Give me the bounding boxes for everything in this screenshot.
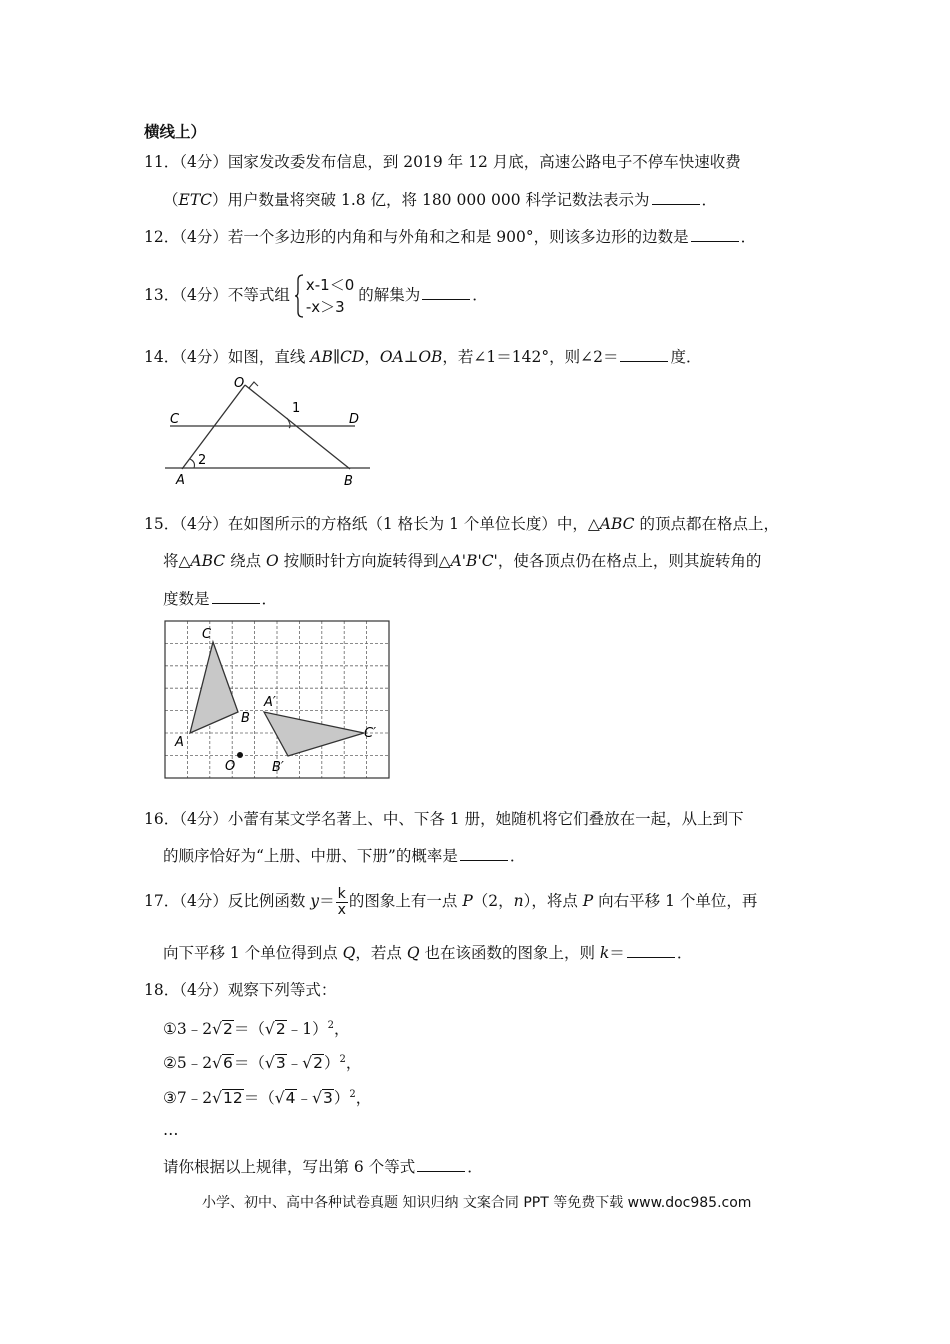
eq2-close: ）: [323, 1054, 340, 1073]
q16-text2: 的顺序恰好为“上册、中册、下册”的概率是: [163, 847, 458, 865]
brace-icon: [294, 274, 304, 318]
eq1-close: ）: [312, 1020, 328, 1039]
question-17-line2: [163, 943, 692, 963]
q15-abc: ABC: [599, 515, 635, 533]
q18-score: （4分）: [179, 981, 228, 999]
q17-score: （4分）: [179, 892, 228, 910]
eq2-lhs: 5﹣2: [176, 1054, 213, 1073]
section-header: 横线上）: [144, 123, 207, 141]
q15-abc-prime: A'B'C': [450, 552, 498, 570]
q15-end: ．: [261, 590, 278, 608]
eq2-mid: ＝（: [233, 1054, 265, 1073]
equation-3: [163, 1085, 371, 1108]
q18-intro: 观察下列等式：: [227, 981, 337, 999]
eq1-minus: ﹣1: [286, 1020, 313, 1039]
q12-answer-blank[interactable]: [691, 227, 739, 242]
q15-text6: ，使各顶点仍在格点上，则其旋转角的: [497, 552, 762, 570]
eq1-lhs: 3﹣2: [176, 1020, 213, 1039]
eq3-radicand2: 4: [285, 1089, 296, 1108]
eq2-radicand3: 2: [313, 1054, 323, 1073]
eq3-lhs: 7﹣2: [176, 1089, 213, 1108]
label-a-grid: A: [175, 735, 184, 750]
q15-o: O: [266, 552, 279, 570]
triangle-abc-prime: [264, 712, 364, 756]
q14-answer-blank[interactable]: [620, 347, 668, 362]
q17-text4: 向下平移 1 个单位得到点: [163, 944, 343, 962]
label-o: O: [234, 376, 245, 391]
q15-score: （4分）: [179, 515, 228, 533]
eq1-mid: ＝（: [233, 1020, 265, 1039]
q15-text5: 按顺时针方向旋转得到△: [278, 552, 451, 570]
q17-text: 反比例函数: [227, 892, 311, 910]
q17-y: y: [310, 892, 320, 910]
q14-comma: ，: [364, 348, 380, 366]
q13-text2: 的解集为: [358, 286, 421, 304]
label-d: D: [349, 412, 360, 427]
sqrt-icon: √: [212, 1020, 223, 1039]
eq1-sup: 2: [327, 1020, 334, 1031]
label-c: C: [170, 412, 180, 427]
question-15-line1: [144, 514, 779, 534]
q14-number: 14．: [144, 348, 180, 366]
q18-end: ．: [467, 1158, 483, 1176]
question-17-line1: [144, 883, 757, 919]
q11-text: 国家发改委发布信息，到 2019 年 12 月底，高速公路电子不停车快速收费: [227, 153, 741, 171]
q13-end: ．: [472, 286, 488, 304]
right-angle-icon: [249, 382, 258, 388]
eq2-mark: ②: [163, 1054, 177, 1073]
q18-number: 18．: [144, 981, 180, 999]
sqrt-icon: √: [212, 1089, 223, 1108]
q15-text3: 将△: [163, 552, 191, 570]
q16-score: （4分）: [179, 810, 228, 828]
eq1-mark: ①: [163, 1020, 177, 1039]
label-c-prime: C′: [364, 726, 377, 741]
q16-answer-blank[interactable]: [460, 846, 508, 861]
question-12: [144, 227, 756, 247]
sqrt-icon: √: [212, 1054, 223, 1073]
eq3-end: ，: [355, 1089, 372, 1108]
eq2-minus: ﹣: [286, 1054, 303, 1073]
q16-end: ．: [509, 847, 526, 865]
eq2-radicand2: 3: [275, 1054, 286, 1073]
q17-text5: ，若点: [355, 944, 407, 962]
inequality-2: -x＞3: [305, 298, 345, 316]
q17-q2: Q: [406, 944, 420, 962]
question-18-ask: [163, 1157, 483, 1177]
q17-eq2: ＝: [609, 944, 625, 962]
footer-text: 小学、初中、高中各种试卷真题 知识归纳 文案合同 PPT 等免费下载 www.doc985.com: [202, 1195, 752, 1211]
eq2-radicand: 6: [223, 1054, 233, 1073]
q15-number: 15．: [144, 515, 180, 533]
question-13: [144, 273, 488, 318]
q11-etc: ETC: [178, 191, 213, 209]
q16-number: 16．: [144, 810, 180, 828]
sqrt-icon: √: [274, 1089, 285, 1108]
eq3-radicand3: 3: [322, 1089, 333, 1108]
sqrt-icon: √: [264, 1020, 275, 1039]
q17-k: k: [599, 944, 610, 962]
eq3-mid: ＝（: [243, 1089, 275, 1108]
label-b-prime: B′: [272, 760, 284, 775]
q11-score: （4分）: [179, 153, 228, 171]
q14-figure: [160, 372, 380, 492]
q17-text2: 的图象上有一点: [348, 892, 463, 910]
q12-text: 若一个多边形的内角和与外角和之和是 900°，则该多边形的边数是: [227, 228, 689, 246]
q15-text2: 的顶点都在格点上，: [634, 515, 779, 533]
label-o-grid: O: [225, 759, 236, 774]
q17-n: n: [513, 892, 524, 910]
q11-text2: ）用户数量将突破 1.8 亿，将 180 000 000 科学记数法表示为: [212, 191, 650, 209]
q15-text7: 度数是: [163, 590, 210, 608]
q15-grid-figure: [164, 620, 390, 780]
angle-2-arc-icon: [190, 459, 195, 468]
q11-end: ．: [701, 191, 718, 209]
sqrt-icon: √: [302, 1054, 313, 1073]
question-14: [144, 347, 701, 367]
q14-score: （4分）: [179, 348, 228, 366]
triangle-abc: [190, 642, 238, 733]
q17-eq: ＝: [319, 892, 335, 910]
fraction-k-over-x: [336, 887, 348, 918]
question-15-line2: [163, 551, 761, 571]
q17-p: P: [462, 892, 473, 910]
point-o: [237, 752, 243, 758]
q14-text: 如图，直线: [227, 348, 311, 366]
q12-end: ．: [740, 228, 757, 246]
ellipsis: …: [163, 1121, 179, 1139]
q12-number: 12．: [144, 228, 180, 246]
eq3-minus: ﹣: [296, 1089, 313, 1108]
equation-2: [163, 1050, 361, 1073]
q14-end: 度．: [670, 348, 702, 366]
q17-coords2: ），将点: [523, 892, 583, 910]
q12-score: （4分）: [179, 228, 228, 246]
q17-q: Q: [342, 944, 356, 962]
label-a: A: [176, 473, 185, 488]
q13-answer-blank[interactable]: [422, 285, 470, 300]
q17-answer-blank[interactable]: [627, 943, 675, 958]
q18-ask-text: 请你根据以上规律，写出第 6 个等式: [163, 1158, 416, 1176]
segment-ob: [245, 385, 350, 469]
fraction-numerator: k: [336, 887, 348, 903]
eq1-radicand: 2: [223, 1020, 233, 1039]
question-16-line2: [163, 846, 525, 866]
label-b-grid: B: [241, 711, 250, 726]
inequality-1: x-1＜0: [305, 276, 355, 294]
q17-end: ．: [676, 944, 693, 962]
q13-score: （4分）: [179, 286, 228, 304]
label-a-prime: A′: [264, 695, 276, 710]
eq3-mark: ③: [163, 1089, 177, 1108]
eq2-sup: 2: [339, 1054, 346, 1065]
q16-text: 小蕾有某文学名著上、中、下各 1 册，她随机将它们叠放在一起，从上到下: [227, 810, 744, 828]
q13-number: 13．: [144, 286, 180, 304]
q15-text: 在如图所示的方格纸（1 格长为 1 个单位长度）中，△: [227, 515, 600, 533]
sqrt-icon: √: [312, 1089, 322, 1108]
equation-1: [163, 1016, 349, 1039]
q17-p2: P: [582, 892, 594, 910]
eq2-end: ，: [345, 1054, 362, 1073]
label-1: 1: [292, 401, 301, 416]
fraction-denominator: x: [337, 901, 346, 918]
label-c-grid: C: [202, 627, 212, 642]
q14-parallel: AB∥CD: [310, 348, 365, 366]
eq3-sup: 2: [349, 1089, 356, 1100]
inequality-system: [294, 274, 354, 318]
q17-text6: 也在该函数的图象上，则: [419, 944, 600, 962]
q17-text3: 向右平移 1 个单位，再: [593, 892, 758, 910]
q14-perpendicular: OA⊥OB: [379, 348, 443, 366]
question-11-line2: [163, 190, 717, 210]
q13-text: 不等式组: [227, 286, 290, 304]
question-16-line1: [144, 809, 744, 829]
q18-answer-blank[interactable]: [417, 1157, 465, 1172]
q17-number: 17．: [144, 892, 180, 910]
eq3-close: ）: [333, 1089, 350, 1108]
eq3-radicand: 12: [223, 1089, 243, 1108]
label-2: 2: [198, 453, 207, 468]
segment-oa: [182, 385, 245, 469]
q15-text4: 绕点: [225, 552, 267, 570]
q15-abc2: ABC: [190, 552, 226, 570]
eq1-radicand2: 2: [275, 1020, 286, 1039]
sqrt-icon: √: [264, 1054, 275, 1073]
question-11-line1: [144, 152, 741, 172]
q17-coords: （2，: [472, 892, 514, 910]
question-18: [144, 980, 336, 1000]
eq1-end: ，: [333, 1020, 350, 1039]
q11-number: 11．: [144, 153, 180, 171]
q15-answer-blank[interactable]: [212, 589, 260, 604]
q11-paren: （: [163, 191, 179, 209]
q14-text2: ，若∠1＝142°，则∠2＝: [442, 348, 619, 366]
question-15-line3: [163, 589, 277, 609]
q11-answer-blank[interactable]: [652, 190, 700, 205]
label-b: B: [344, 474, 353, 489]
